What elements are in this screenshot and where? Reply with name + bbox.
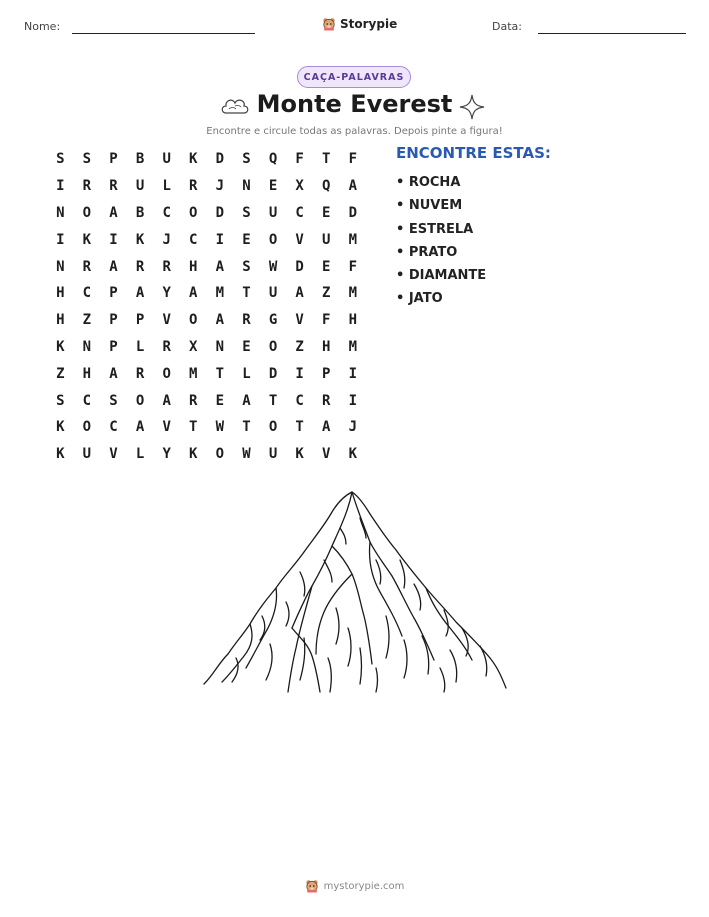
grid-letter[interactable]: O [189, 312, 198, 329]
grid-letter[interactable]: O [268, 419, 278, 436]
grid-letter[interactable]: F [322, 312, 331, 329]
grid-letter[interactable]: C [295, 204, 304, 221]
grid-letter[interactable]: P [135, 312, 145, 329]
grid-letter[interactable]: C [109, 419, 118, 436]
grid-letter[interactable]: K [56, 338, 65, 355]
grid-letter[interactable]: Q [268, 151, 278, 168]
grid-letter[interactable]: M [348, 231, 358, 248]
grid-letter[interactable]: A [242, 392, 251, 409]
grid-letter[interactable]: R [82, 178, 92, 195]
grid-letter[interactable]: T [268, 392, 278, 409]
grid-letter[interactable]: S [242, 204, 251, 221]
grid-letter[interactable]: K [295, 446, 304, 463]
grid-letter[interactable]: D [295, 258, 304, 275]
grid-letter[interactable]: S [242, 258, 251, 275]
grid-letter[interactable]: E [322, 258, 331, 275]
grid-letter[interactable]: H [82, 365, 92, 382]
grid-letter[interactable]: O [82, 204, 92, 221]
grid-letter[interactable]: I [295, 365, 304, 382]
grid-letter[interactable]: H [322, 338, 331, 355]
grid-letter[interactable]: T [242, 419, 251, 436]
grid-letter[interactable]: O [135, 392, 145, 409]
grid-letter[interactable]: E [322, 204, 331, 221]
grid-letter[interactable]: K [348, 446, 358, 463]
grid-letter[interactable]: A [295, 285, 304, 302]
grid-letter[interactable]: T [295, 419, 304, 436]
grid-letter[interactable]: U [162, 151, 171, 168]
grid-letter[interactable]: S [242, 151, 251, 168]
grid-letter[interactable]: N [56, 204, 65, 221]
grid-letter[interactable]: M [348, 338, 358, 355]
grid-letter[interactable]: C [295, 392, 304, 409]
grid-letter[interactable]: E [242, 231, 251, 248]
grid-letter[interactable]: K [135, 231, 145, 248]
grid-letter[interactable]: U [268, 204, 278, 221]
page-title: Monte Everest [256, 90, 453, 118]
grid-letter[interactable]: C [82, 285, 92, 302]
grid-letter[interactable]: O [189, 204, 198, 221]
grid-letter[interactable]: A [135, 285, 145, 302]
grid-letter[interactable]: U [82, 446, 92, 463]
grid-letter[interactable]: Z [56, 365, 65, 382]
grid-letter[interactable]: M [189, 365, 198, 382]
grid-letter[interactable]: V [162, 419, 171, 436]
word-item: • ESTRELA [396, 221, 474, 237]
grid-letter[interactable]: I [348, 392, 358, 409]
sparkle-star-icon [459, 94, 485, 120]
grid-letter[interactable]: P [109, 312, 118, 329]
grid-letter[interactable]: S [109, 392, 118, 409]
grid-letter[interactable]: R [109, 178, 118, 195]
grid-letter[interactable]: D [348, 204, 358, 221]
grid-letter[interactable]: N [82, 338, 92, 355]
grid-letter[interactable]: I [56, 178, 65, 195]
grid-letter[interactable]: I [215, 231, 225, 248]
grid-letter[interactable]: J [215, 178, 225, 195]
grid-letter[interactable]: S [82, 151, 92, 168]
word-item: • PRATO [396, 244, 458, 260]
grid-letter[interactable]: B [135, 204, 145, 221]
grid-letter[interactable]: O [268, 338, 278, 355]
grid-letter[interactable]: L [135, 338, 145, 355]
grid-letter[interactable]: R [322, 392, 331, 409]
grid-letter[interactable]: P [109, 285, 118, 302]
grid-letter[interactable]: R [189, 392, 198, 409]
date-label: Data: [492, 20, 522, 33]
grid-letter[interactable]: P [109, 338, 118, 355]
grid-letter[interactable]: R [135, 258, 145, 275]
grid-letter[interactable]: K [189, 151, 198, 168]
category-badge: CAÇA-PALAVRAS [297, 66, 411, 88]
word-search-grid [47, 146, 367, 468]
grid-letter[interactable]: Z [295, 338, 304, 355]
grid-letter[interactable]: E [268, 178, 278, 195]
grid-letter[interactable]: U [268, 446, 278, 463]
grid-letter[interactable]: V [295, 312, 304, 329]
grid-letter[interactable]: V [295, 231, 304, 248]
grid-letter[interactable]: Z [82, 312, 92, 329]
bear-logo-icon [322, 17, 336, 31]
grid-letter[interactable]: A [215, 312, 225, 329]
grid-letter[interactable]: A [109, 204, 118, 221]
brand-name: Storypie [340, 17, 398, 31]
grid-letter[interactable]: E [215, 392, 225, 409]
footer-url[interactable]: mystorypie.com [323, 880, 405, 892]
grid-letter[interactable]: O [215, 446, 225, 463]
grid-letter[interactable]: B [135, 151, 145, 168]
grid-letter[interactable]: G [268, 312, 278, 329]
footer [0, 879, 709, 893]
grid-letter[interactable]: W [215, 419, 225, 436]
grid-letter[interactable]: Q [322, 178, 331, 195]
grid-letter[interactable]: J [348, 419, 358, 436]
grid-letter[interactable]: H [56, 312, 65, 329]
grid-letter[interactable]: Y [162, 446, 171, 463]
grid-letter[interactable]: T [189, 419, 198, 436]
word-item: • ROCHA [396, 175, 461, 190]
grid-letter[interactable]: N [242, 178, 251, 195]
grid-letter[interactable]: F [348, 151, 358, 168]
grid-letter[interactable]: A [189, 285, 198, 302]
grid-letter[interactable]: P [109, 151, 118, 168]
word-item: • JATO [396, 291, 443, 307]
grid-letter[interactable]: K [56, 446, 65, 463]
grid-letter[interactable]: C [162, 204, 171, 221]
grid-letter[interactable]: X [295, 178, 304, 195]
grid-letter[interactable]: U [268, 285, 278, 302]
grid-letter[interactable]: V [109, 446, 118, 463]
grid-letter[interactable]: E [242, 338, 251, 355]
grid-letter[interactable]: R [135, 365, 145, 382]
grid-letter[interactable]: T [215, 365, 225, 382]
grid-letter[interactable]: A [162, 392, 171, 409]
grid-letter[interactable]: I [348, 365, 358, 382]
grid-letter[interactable]: S [56, 392, 65, 409]
grid-letter[interactable]: H [189, 258, 198, 275]
grid-letter[interactable]: U [135, 178, 145, 195]
grid-letter[interactable]: R [162, 258, 171, 275]
grid-letter[interactable]: I [56, 231, 65, 248]
grid-letter[interactable]: T [322, 151, 331, 168]
date-field-line[interactable] [538, 33, 686, 34]
grid-letter[interactable]: X [189, 338, 198, 355]
grid-letter[interactable]: N [56, 258, 65, 275]
worksheet-header [0, 14, 709, 44]
grid-letter[interactable]: P [322, 365, 331, 382]
grid-letter[interactable]: R [242, 312, 251, 329]
grid-letter[interactable]: K [82, 231, 92, 248]
name-label: Nome: [24, 20, 61, 33]
grid-letter[interactable]: F [295, 151, 304, 168]
grid-letter[interactable]: A [135, 419, 145, 436]
grid-letter[interactable]: F [348, 258, 358, 275]
name-field-line[interactable] [72, 33, 255, 34]
grid-letter[interactable]: I [109, 231, 118, 248]
grid-letter[interactable]: A [322, 419, 331, 436]
grid-letter[interactable]: H [56, 285, 65, 302]
grid-letter[interactable]: Z [322, 285, 331, 302]
grid-letter[interactable]: O [82, 419, 92, 436]
grid-letter[interactable]: W [242, 446, 251, 463]
grid-letter[interactable]: S [56, 151, 65, 168]
bear-logo-icon [305, 879, 319, 893]
grid-letter[interactable]: R [162, 338, 171, 355]
grid-letter[interactable]: R [82, 258, 92, 275]
grid-letter[interactable]: O [162, 365, 171, 382]
grid-letter[interactable]: L [162, 178, 171, 195]
grid-letter[interactable]: Y [162, 285, 171, 302]
grid-letter[interactable]: D [268, 365, 278, 382]
word-item: • NUVEM [396, 198, 463, 214]
grid-letter[interactable]: W [268, 258, 278, 275]
grid-letter[interactable]: R [189, 178, 198, 195]
grid-letter[interactable]: D [215, 151, 225, 168]
grid-letter[interactable]: M [348, 285, 358, 302]
brand [322, 14, 397, 34]
grid-letter[interactable]: O [268, 231, 278, 248]
word-list-heading: ENCONTRE ESTAS: [396, 144, 551, 162]
grid-letter[interactable]: L [242, 365, 251, 382]
grid-letter[interactable]: M [215, 285, 225, 302]
grid-letter[interactable]: V [322, 446, 331, 463]
grid-letter[interactable]: A [215, 258, 225, 275]
grid-letter[interactable]: V [162, 312, 171, 329]
grid-letter[interactable]: T [242, 285, 251, 302]
grid-letter[interactable]: C [189, 231, 198, 248]
word-list [396, 144, 551, 311]
grid-letter[interactable]: L [135, 446, 145, 463]
grid-letter[interactable]: A [109, 258, 118, 275]
grid-letter[interactable]: A [348, 178, 358, 195]
grid-letter[interactable]: H [348, 312, 358, 329]
grid-letter[interactable]: C [82, 392, 92, 409]
grid-letter[interactable]: K [56, 419, 65, 436]
grid-letter[interactable]: K [189, 446, 198, 463]
grid-letter[interactable]: D [215, 204, 225, 221]
grid-letter[interactable]: J [162, 231, 171, 248]
grid-letter[interactable]: N [215, 338, 225, 355]
instructions: Encontre e circule todas as palavras. Depois pinte a figura! [206, 126, 503, 137]
word-item: • DIAMANTE [396, 268, 487, 284]
grid-letter[interactable]: U [322, 231, 331, 248]
mountain-illustration [200, 488, 510, 700]
grid-letter[interactable]: A [109, 365, 118, 382]
